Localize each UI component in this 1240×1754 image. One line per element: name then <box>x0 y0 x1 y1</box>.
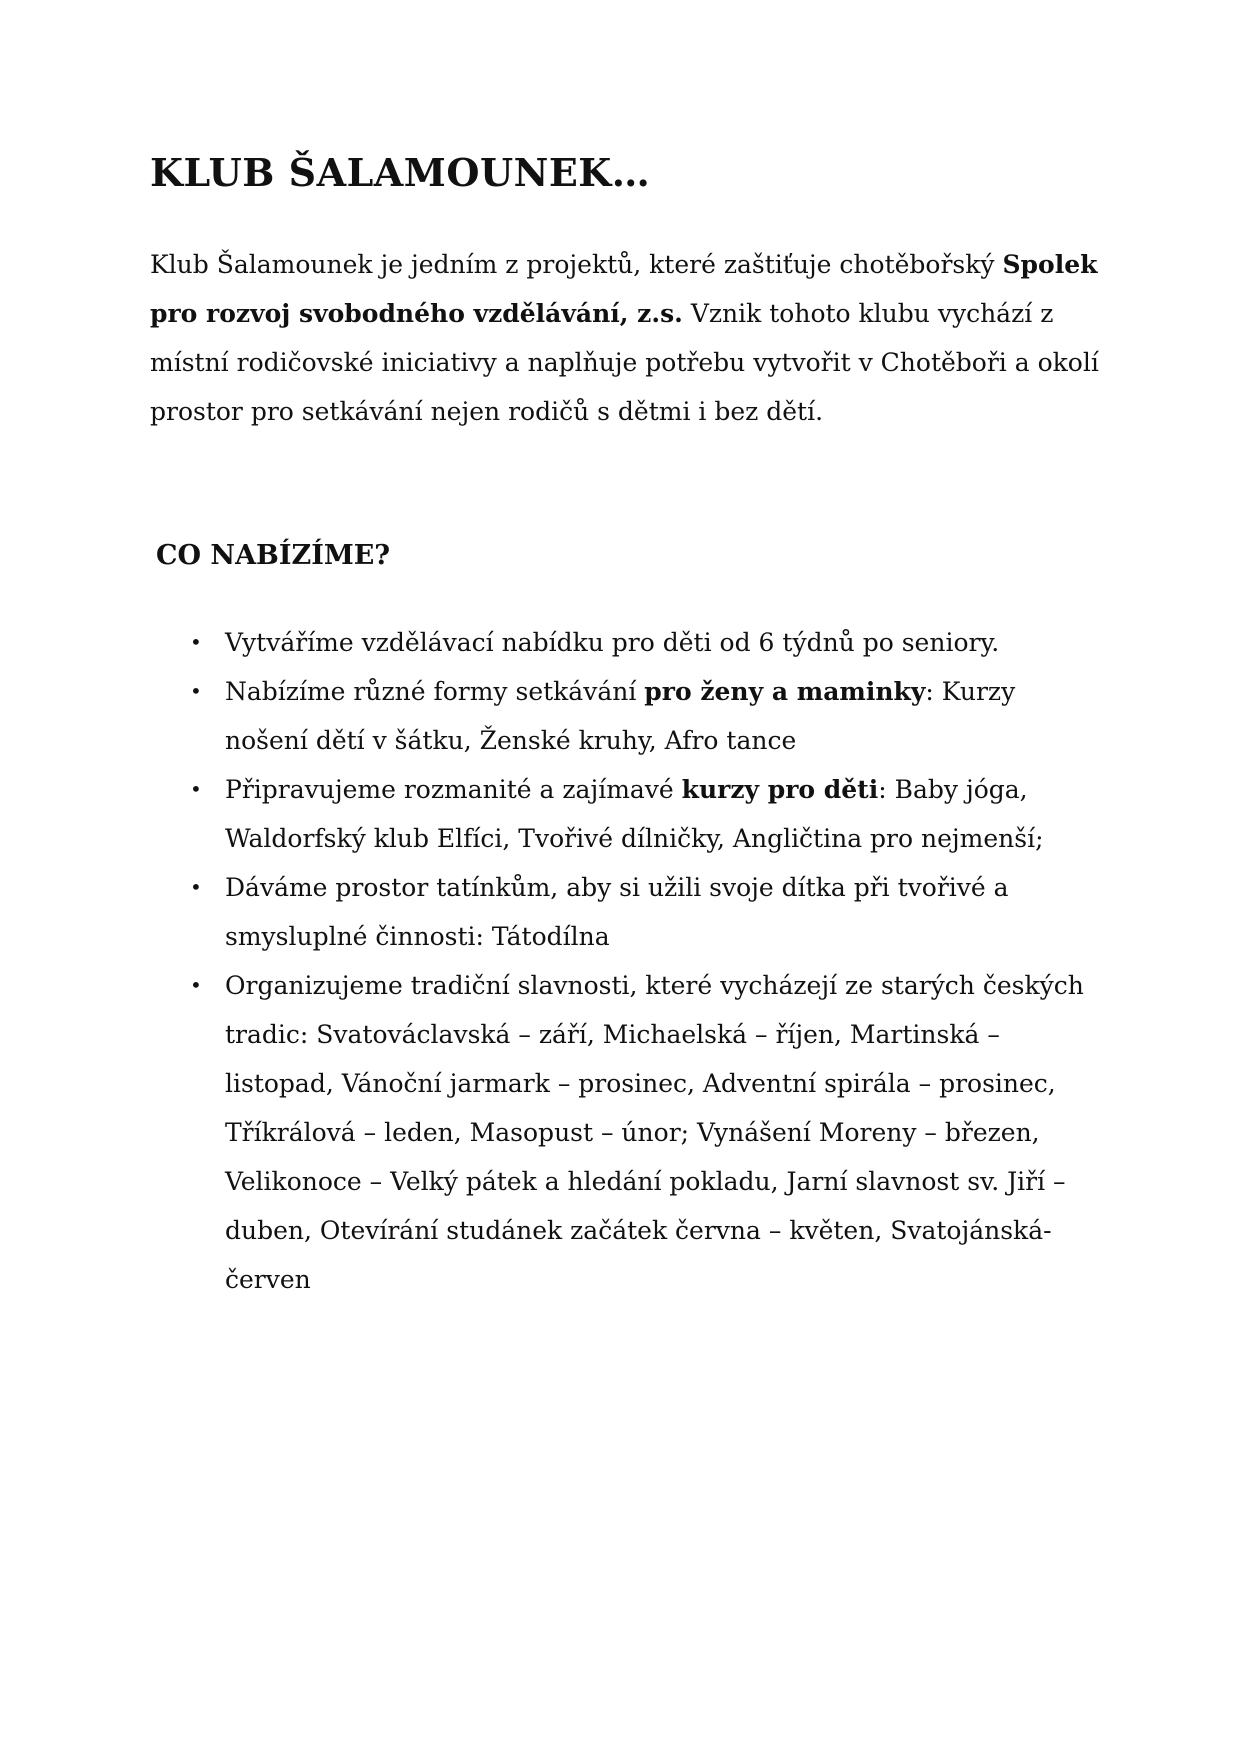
bullet-icon: • <box>190 679 202 703</box>
offer-text-continued: : Baby jóga, Waldorfský klub Elfíci, Tvořivé dílničky, Angličtina pro nejmenší; <box>225 775 1044 853</box>
intro-text-part2: Vznik tohoto klubu vychází z místní rodičovské iniciativy a naplňuje potřebu vytvořit v Chotěboři a okolí prostor pro setkávání nejen rodičů s dětmi i bez dětí. <box>150 299 1099 426</box>
bullet-icon: • <box>190 777 202 801</box>
section-heading-offers: CO NABÍZÍME? <box>156 540 391 571</box>
list-item <box>185 863 1105 961</box>
list-item <box>185 618 1105 667</box>
list-item <box>185 667 1105 765</box>
bullet-icon: • <box>190 875 202 899</box>
organization-name: Spolek pro rozvoj svobodného vzdělávání, z.s. <box>150 250 1098 328</box>
offers-list <box>185 618 1105 1304</box>
intro-text-part1: Klub Šalamounek je jedním z projektů, které zaštiťuje chotěbořský <box>150 250 1003 279</box>
list-item <box>185 765 1105 863</box>
offer-text: Vytváříme vzdělávací nabídku pro děti od 6 týdnů po seniory. <box>225 628 1000 657</box>
offer-text: Dáváme prostor tatínkům, aby si užili svoje dítka při tvořivé a smysluplné činnosti: Tátodílna <box>225 873 1009 951</box>
offer-text: Připravujeme rozmanité a zajímavé <box>225 775 682 804</box>
offer-text: Organizujeme tradiční slavnosti, které vycházejí ze starých českých tradic: Svatováclavská – září, Michaelská – říjen, Martinská – listopad, Vánoční jarmark – prosinec, Adventní spirála – prosinec, Tříkrálová – leden, Masopust – únor; Vynášení Moreny – březen, Velikonoce – Velký pátek a hledání pokladu, Jarní slavnost sv. Jiří – duben, Otevírání studánek začátek června – květen, Svatojánská- červen <box>225 971 1084 1294</box>
bullet-icon: • <box>190 630 202 654</box>
document-title: KLUB ŠALAMOUNEK… <box>150 150 651 195</box>
bullet-icon: • <box>190 973 202 997</box>
offer-text-continued: : Kurzy nošení dětí v šátku, Ženské kruhy, Afro tance <box>225 677 1016 755</box>
offer-text: Nabízíme různé formy setkávání <box>225 677 645 706</box>
offer-highlight: kurzy pro děti <box>681 775 879 804</box>
list-item <box>185 961 1105 1304</box>
offer-highlight: pro ženy a maminky <box>644 677 926 706</box>
intro-paragraph <box>150 240 1100 436</box>
